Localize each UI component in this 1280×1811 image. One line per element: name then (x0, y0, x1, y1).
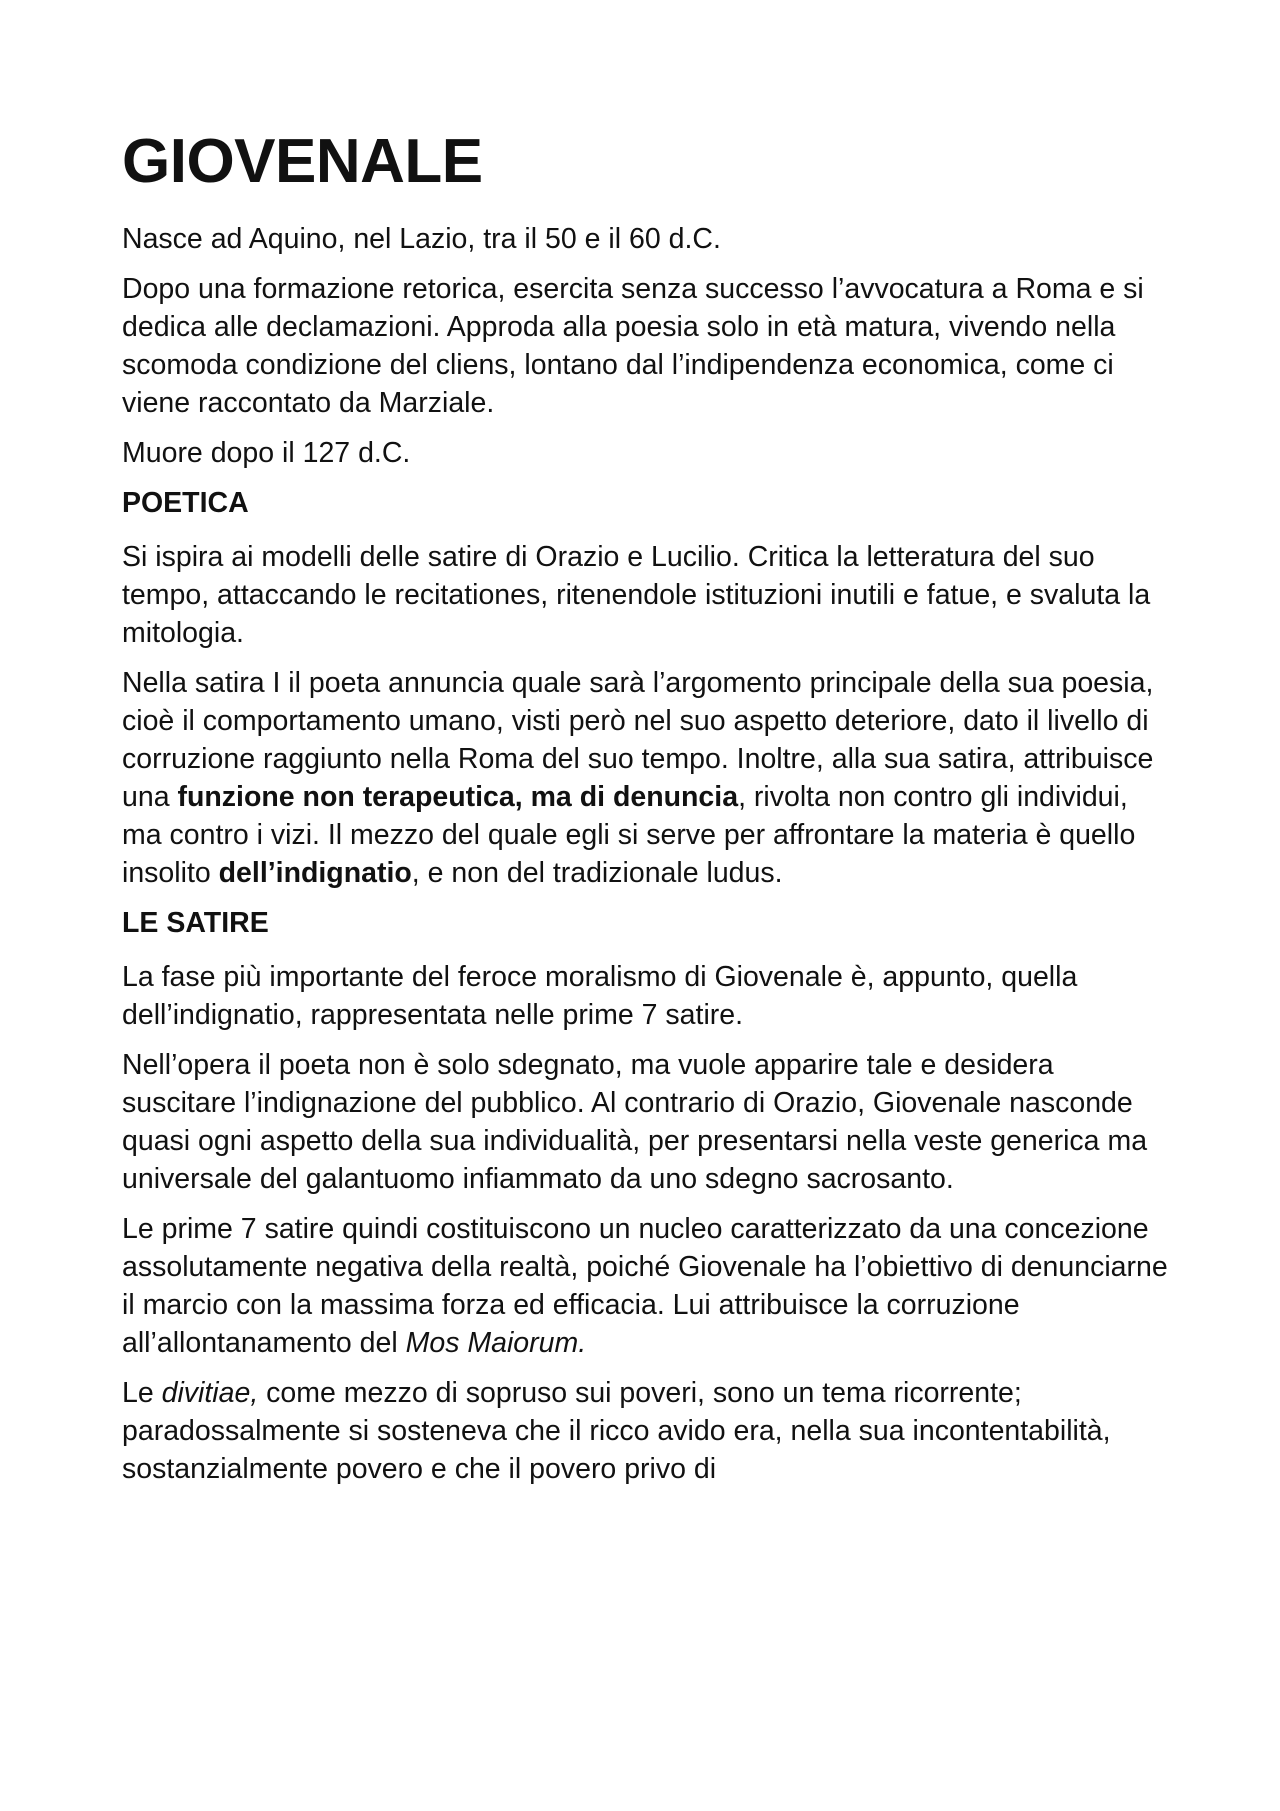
text-run: Le (122, 1377, 162, 1409)
page-title: GIOVENALE (122, 127, 483, 196)
section-heading-poetica: POETICA (122, 487, 249, 519)
text-run: , e non del tradizionale ludus. (411, 857, 783, 889)
intro-paragraph-birth: Nasce ad Aquino, nel Lazio, tra il 50 e il 60 d.C. (122, 223, 721, 255)
bold-phrase: dell’indignatio (218, 857, 412, 889)
satire-paragraph-2: Nell’opera il poeta non è solo sdegnato, ma vuole apparire tale e desidera suscitare l’indignazione del pubblico. Al contrario di Orazio, Giovenale nasconde quasi ogni aspetto della sua individualità, per presentarsi nella veste generica ma universale del galantuomo infiammato da uno sdegno sacrosanto. (122, 1049, 1148, 1195)
section-heading-le-satire: LE SATIRE (122, 907, 269, 939)
text-run: come mezzo di sopruso sui poveri, sono un tema ricorrente; paradossalmente si sosteneva che il ricco avido era, nella sua incontentabilità, sostanzialmente povero e che il povero privo di (122, 1377, 1111, 1485)
document-page (122, 128, 1172, 1500)
satire-paragraph-3 (122, 1210, 1172, 1362)
satire-paragraph-1: La fase più importante del feroce moralismo di Giovenale è, appunto, quella dell’indignatio, rappresentata nelle prime 7 satire. (122, 961, 1078, 1031)
intro-paragraph-career: Dopo una formazione retorica, esercita senza successo l’avvocatura a Roma e si dedica alle declamazioni. Approda alla poesia solo in età matura, vivendo nella scomoda condizione del cliens, lontano dal l’indipendenza economica, come ci viene raccontato da Marziale. (122, 273, 1144, 419)
intro-paragraph-death: Muore dopo il 127 d.C. (122, 437, 411, 469)
bold-phrase: funzione non terapeutica, ma di denuncia (177, 781, 739, 813)
poetica-paragraph-1: Si ispira ai modelli delle satire di Orazio e Lucilio. Critica la letteratura del suo tempo, attaccando le recitationes, ritenendole istituzioni inutili e fatue, e svaluta la mitologia. (122, 541, 1151, 649)
satire-paragraph-4 (122, 1374, 1172, 1488)
text-run: Le prime 7 satire quindi costituiscono un nucleo caratterizzato da una concezione assolutamente negativa della realtà, poiché Giovenale ha l’obiettivo di denunciarne il marcio con la massima forza ed efficacia. Lui attribuisce la corruzione all’allontanamento del (122, 1213, 1168, 1359)
poetica-paragraph-2 (122, 664, 1172, 892)
text-run: , rivolta non contro gli individui, ma contro i vizi. Il mezzo del quale egli si serve per affrontare la materia è quello insolito (122, 781, 1136, 889)
italic-phrase: divitiae, (161, 1377, 259, 1409)
text-run: Nella satira I il poeta annuncia quale sarà l’argomento principale della sua poesia, cioè il comportamento umano, visti però nel suo aspetto deteriore, dato il livello di corruzione raggiunto nella Roma del suo tempo. Inoltre, alla sua satira, attribuisce una (122, 667, 1154, 813)
italic-phrase: Mos Maiorum. (405, 1327, 587, 1359)
